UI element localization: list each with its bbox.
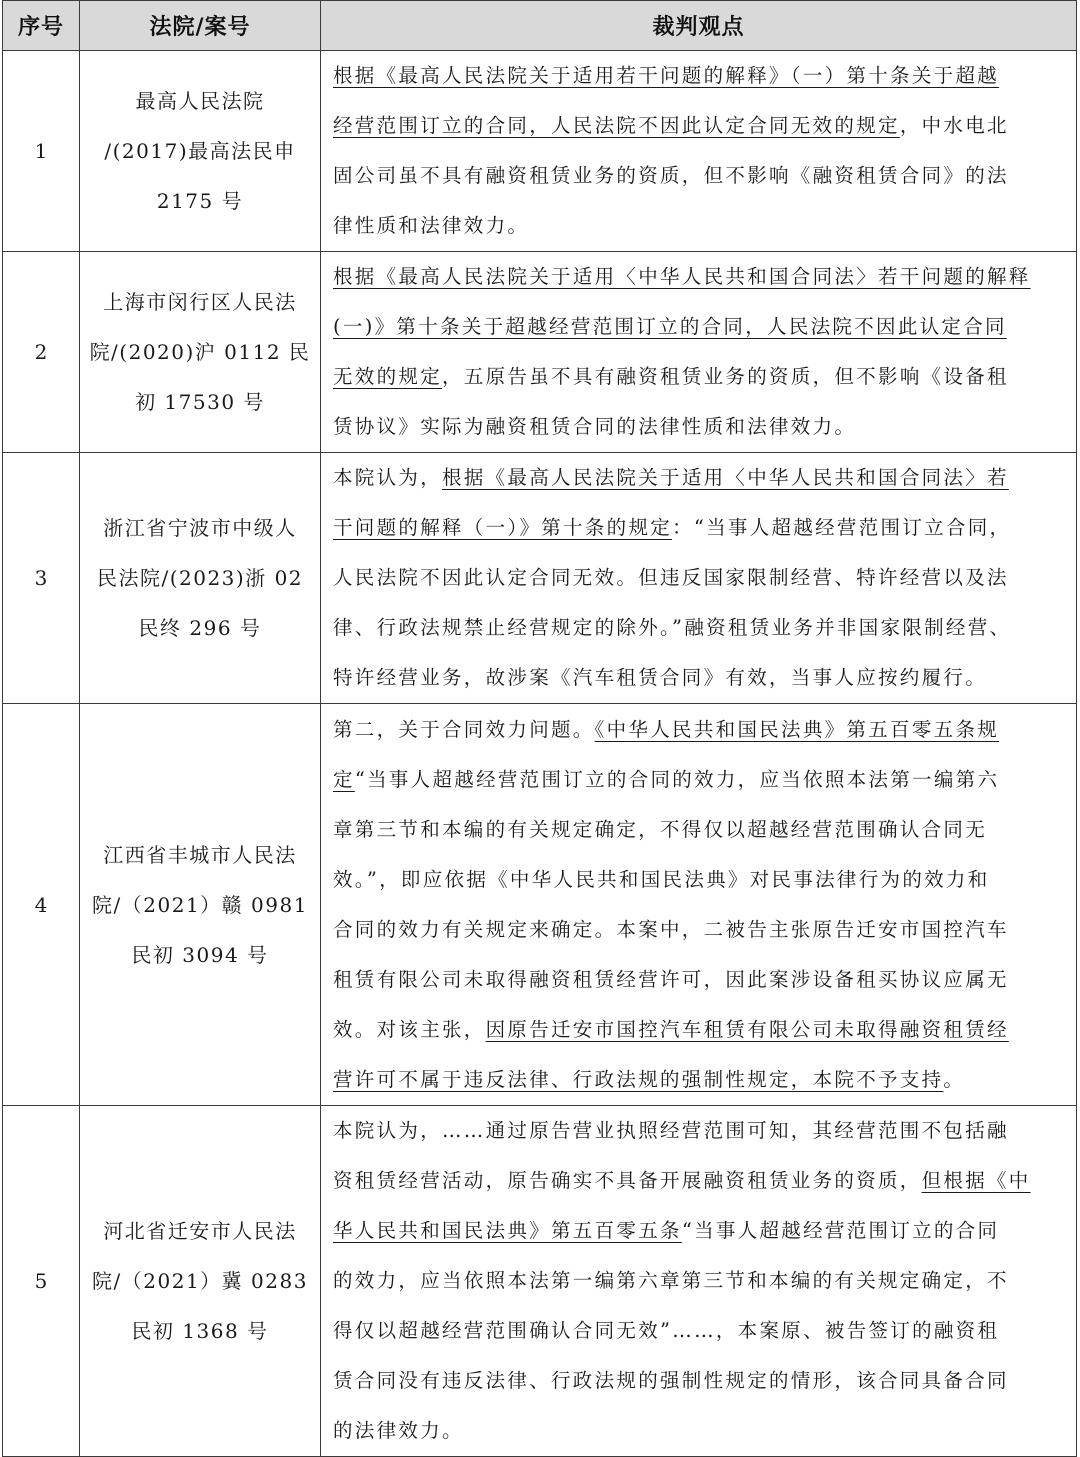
view-text: 律性质和法律效力。 <box>333 214 530 237</box>
judgment-view-line <box>333 955 1066 1005</box>
judgment-view-line <box>333 653 1066 703</box>
judgment-view-line <box>333 855 1066 905</box>
court-case-cell <box>80 453 321 704</box>
judgment-view-line <box>333 1055 1066 1105</box>
judgment-view-line <box>333 755 1066 805</box>
view-text: ：“当事人超越经营范围订立合同， <box>672 516 1012 539</box>
judgment-view-line <box>333 402 1066 452</box>
view-text: 固公司虽不具有融资租赁业务的资质，但不影响《融资租赁合同》的法 <box>333 164 1009 187</box>
judgment-table <box>2 0 1077 1457</box>
judgment-view-line <box>333 1306 1066 1356</box>
view-text: 得仅以超越经营范围确认合同无效”……，本案原、被告签订的融资租 <box>333 1319 1000 1342</box>
view-text: “当事人超越经营范围订立的合同 <box>681 1219 1000 1242</box>
court-case-line: 河北省迁安市人民法 <box>103 1219 297 1243</box>
view-text: 人民法院不因此认定合同无效。但违反国家限制经营、特许经营以及法 <box>333 566 1009 589</box>
table-row <box>3 704 1077 1106</box>
view-text: 本院认为，……通过原告营业执照经营范围可知，其经营范围不包括融 <box>333 1119 1009 1142</box>
court-case-line: 民初 3094 号 <box>131 942 269 967</box>
underlined-text: 华人民共和国民法典》第五百零五条 <box>333 1219 682 1242</box>
row-serial-number: 1 <box>3 51 80 252</box>
judgment-view-line <box>333 1356 1066 1406</box>
court-case-cell <box>80 252 321 453</box>
underlined-text: 干问题的解释（一）》第十条的规定 <box>333 516 673 539</box>
view-text: 效。”，即应依据《中华人民共和国民法典》对民事法律行为的效力和 <box>333 867 990 891</box>
judgment-view-line <box>333 453 1066 503</box>
judgment-view-line <box>333 905 1066 955</box>
court-case-line: 民法院/(2023)浙 02 <box>96 566 304 590</box>
view-text: ，五原告虽不具有融资租赁业务的资质，但不影响《设备租 <box>442 365 1009 388</box>
judgment-view-line <box>333 553 1066 603</box>
view-text: 合同的效力有关规定来确定。本案中，二被告主张原告迁安市国控汽车 <box>333 917 1009 941</box>
judgment-view-line <box>333 352 1066 402</box>
judgment-view-line <box>333 705 1066 755</box>
underlined-text: 但根据《中 <box>921 1169 1031 1192</box>
underlined-text: 根据《最高人民法院关于适用〈中华人民共和国合同法〉若 <box>442 466 1009 489</box>
underlined-text: 经营范围订立的合同，人民法院不因此认定合同无效的规定 <box>333 114 900 137</box>
header-serial-number: 序号 <box>3 1 80 51</box>
view-text: 的效力，应当依照本法第一编第六章第三节和本编的有关规定确定，不 <box>333 1269 1009 1292</box>
underlined-text: 根据《最高人民法院关于适用〈中华人民共和国合同法〉若干问题的解释 <box>333 265 1031 288</box>
judgment-view-line <box>333 1206 1066 1256</box>
row-serial-number: 4 <box>3 704 80 1106</box>
judgment-view-cell <box>321 51 1077 252</box>
view-text: 效。对该主张， <box>333 1017 486 1041</box>
header-judgment-view: 裁判观点 <box>321 1 1077 51</box>
judgment-view-line <box>333 201 1066 251</box>
court-case-line: 民终 296 号 <box>138 616 262 640</box>
court-case-cell <box>80 1106 321 1457</box>
court-case-line: 上海市闵行区人民法 <box>103 290 297 314</box>
court-case-line: 初 17530 号 <box>135 390 265 414</box>
court-case-line: 浙江省宁波市中级人 <box>103 516 297 540</box>
view-text: 资租赁经营活动，原告确实不具备开展融资租赁业务的资质， <box>333 1169 922 1192</box>
underlined-text: 因原告迁安市国控汽车租赁有限公司未取得融资租赁经 <box>485 1017 1009 1041</box>
judgment-view-line <box>333 1256 1066 1306</box>
header-court-case-number: 法院/案号 <box>80 1 321 51</box>
court-case-line: 江西省丰城市人民法 <box>103 842 297 867</box>
court-case-line: 院/(2020)沪 0112 民 <box>89 340 311 364</box>
view-text: 。 <box>943 1067 966 1091</box>
underlined-text: (一)》第十条关于超越经营范围订立的合同，人民法院不因此认定合同 <box>333 315 1007 338</box>
view-text: 租赁有限公司未取得融资租赁经营许可，因此案涉设备租买协议应属无 <box>333 967 1009 991</box>
header-row <box>3 1 1077 51</box>
table-row <box>3 252 1077 453</box>
judgment-view-line <box>333 302 1066 352</box>
table-row <box>3 453 1077 704</box>
view-text: ，中水电北 <box>899 114 1009 137</box>
row-serial-number: 3 <box>3 453 80 704</box>
underlined-text: 根据《最高人民法院关于适用若干问题的解释》（一）第十条关于超越 <box>333 64 1000 87</box>
judgment-view-line <box>333 1005 1066 1055</box>
judgment-view-line <box>333 51 1066 101</box>
court-case-cell <box>80 51 321 252</box>
court-case-cell <box>80 704 321 1106</box>
underlined-text: 定 <box>333 767 355 791</box>
table-row <box>3 1106 1077 1457</box>
row-serial-number: 2 <box>3 252 80 453</box>
judgment-view-cell <box>321 252 1077 453</box>
judgment-view-line <box>333 503 1066 553</box>
view-text: “当事人超越经营范围订立的合同的效力，应当依照本法第一编第六 <box>354 767 1000 791</box>
view-text: 赁合同没有违反法律、行政法规的强制性规定的情形，该合同具备合同 <box>333 1369 1009 1392</box>
judgment-view-line <box>333 1406 1066 1456</box>
judgment-view-line <box>333 151 1066 201</box>
court-case-line: 最高人民法院 <box>135 89 265 113</box>
court-case-line: 院/（2021）赣 0981 <box>92 892 308 917</box>
judgment-view-line <box>333 101 1066 151</box>
row-serial-number: 5 <box>3 1106 80 1457</box>
court-case-line: /(2017)最高法民申 <box>104 139 296 163</box>
view-text: 的法律效力。 <box>333 1419 464 1442</box>
judgment-view-line <box>333 1156 1066 1206</box>
court-case-line: 院/（2021）冀 0283 <box>92 1269 308 1293</box>
judgment-view-line <box>333 252 1066 302</box>
view-text: 特许经营业务，故涉案《汽车租赁合同》有效，当事人应按约履行。 <box>333 666 988 689</box>
view-text: 第二，关于合同效力问题。 <box>333 717 595 741</box>
underlined-text: 营许可不属于违反法律、行政法规的强制性规定，本院不予支持 <box>333 1067 944 1091</box>
view-text: 赁协议》实际为融资租赁合同的法律性质和法律效力。 <box>333 415 857 438</box>
view-text: 本院认为， <box>333 466 443 489</box>
underlined-text: 《中华人民共和国民法典》第五百零五条规 <box>594 717 1000 741</box>
judgment-view-line <box>333 805 1066 855</box>
judgment-view-cell <box>321 1106 1077 1457</box>
underlined-text: 无效的规定 <box>333 365 443 388</box>
court-case-line: 2175 号 <box>156 189 244 213</box>
view-text: 律、行政法规禁止经营规定的除外。”融资租赁业务并非国家限制经营、 <box>333 616 1012 639</box>
judgment-view-line <box>333 1106 1066 1156</box>
judgment-view-cell <box>321 453 1077 704</box>
court-case-line: 民初 1368 号 <box>131 1319 269 1343</box>
judgment-view-cell <box>321 704 1077 1106</box>
table-row <box>3 51 1077 252</box>
view-text: 章第三节和本编的有关规定确定，不得仅以超越经营范围确认合同无 <box>333 817 988 841</box>
judgment-view-line <box>333 603 1066 653</box>
